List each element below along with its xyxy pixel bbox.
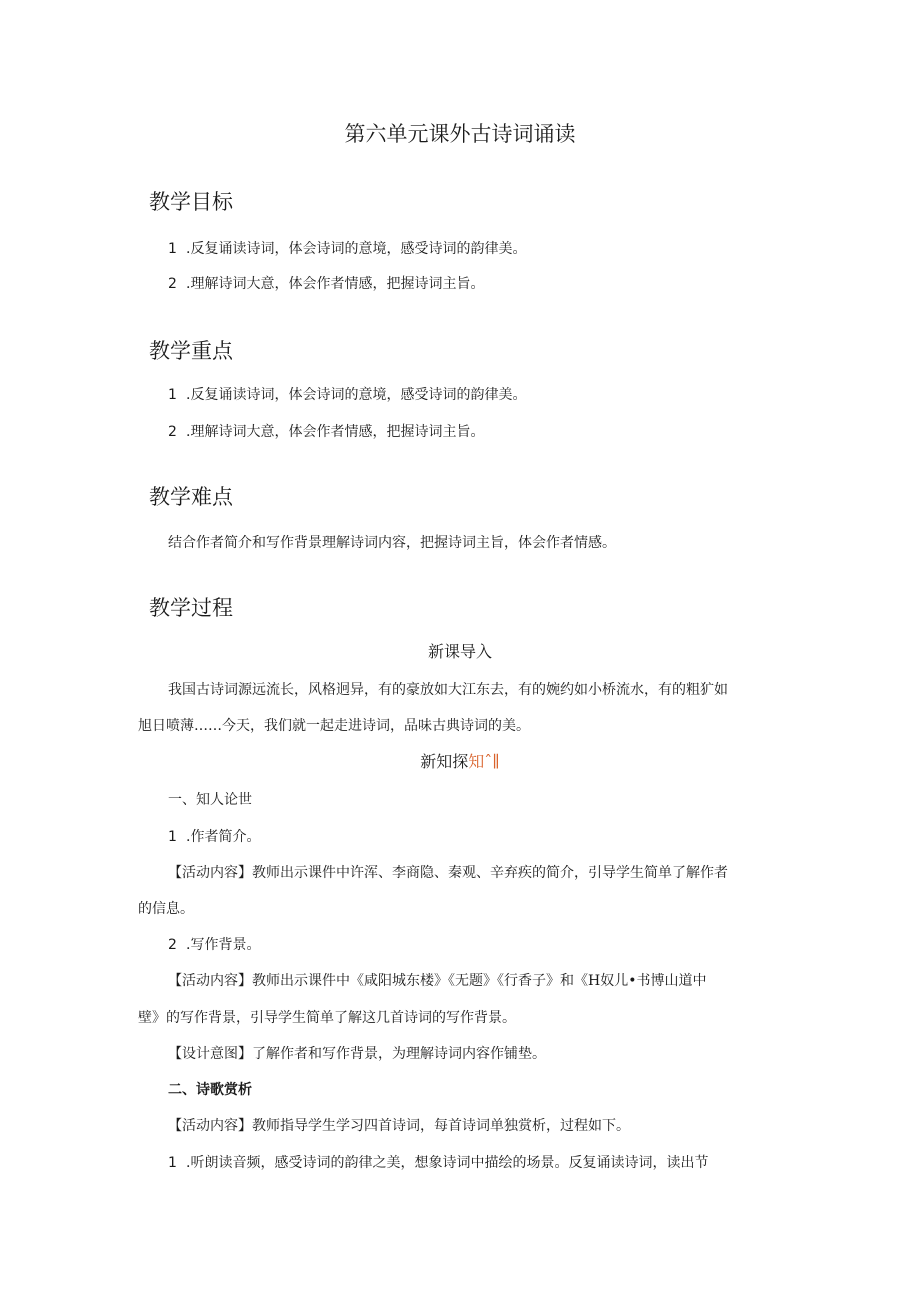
objectives-item-2 [168, 274, 484, 294]
keypoints-item-2-text: .理解诗词大意，体会作者情感，把握诗词主旨。 [186, 424, 485, 440]
activity-2-line-2: 壁》的写作背景，引导学生简单了解这几首诗词的写作背景。 [138, 1010, 516, 1026]
listen-item [168, 1153, 708, 1173]
explore-heading [0, 751, 920, 773]
background-item [168, 935, 260, 955]
listen-text: .听朗读音频，感受诗词的韵律之美，想象诗词中描绘的场景。反复诵读诗词，读出节 [186, 1155, 709, 1171]
objectives-item-1-num: 1 [168, 241, 177, 257]
intro-heading: 新课导入 [427, 642, 492, 661]
keypoints-item-2 [168, 422, 484, 442]
activity-2-line-1: 【活动内容】教师出示课件中《咸阳城东楼》《无题》《行香子》和《H奴儿•书博山道中 [168, 973, 707, 989]
background-text: .写作背景。 [186, 937, 261, 953]
author-intro-text: .作者简介。 [186, 829, 261, 845]
objectives-item-2-text: .理解诗词大意，体会作者情感，把握诗词主旨。 [186, 276, 485, 292]
keypoints-item-1-num: 1 [168, 387, 177, 403]
author-intro-num: 1 [168, 829, 177, 845]
explore-heading-accent: 知ˆ∥ [468, 752, 500, 771]
background-num: 2 [168, 937, 177, 953]
objectives-item-2-num: 2 [168, 276, 177, 292]
activity-1-line-1: 【活动内容】教师出示课件中许浑、李商隐、秦观、辛弃疾的简介，引导学生简单了解作者 [168, 865, 728, 881]
difficulties-heading: 教学难点 [149, 485, 233, 509]
listen-num: 1 [168, 1155, 177, 1171]
activity-1-line-2: 的信息。 [138, 901, 194, 917]
process-heading: 教学过程 [149, 596, 233, 620]
activity-3: 【活动内容】教师指导学生学习四首诗词，每首诗词单独赏析，过程如下。 [168, 1118, 630, 1134]
keypoints-item-1 [168, 385, 526, 405]
keypoints-item-1-text: .反复诵读诗词，体会诗词的意境，感受诗词的韵律美。 [186, 387, 527, 403]
intro-line-1: 我国古诗词源远流长，风格迥异，有的豪放如大江东去，有的婉约如小桥流水，有的粗犷如 [168, 682, 728, 698]
section-1-title: 一、知人论世 [168, 792, 252, 808]
objectives-item-1-text: .反复诵读诗词，体会诗词的意境，感受诗词的韵律美。 [186, 241, 527, 257]
difficulties-text: 结合作者简介和写作背景理解诗词内容，把握诗词主旨，体会作者情感。 [168, 535, 616, 551]
intro-line-2: 旭日喷薄……今天，我们就一起走进诗词，品味古典诗词的美。 [138, 718, 530, 734]
keypoints-heading: 教学重点 [149, 339, 233, 363]
objectives-item-1 [168, 239, 526, 259]
design-intent: 【设计意图】了解作者和写作背景，为理解诗词内容作铺垫。 [168, 1046, 546, 1062]
author-intro-item [168, 827, 260, 847]
objectives-heading: 教学目标 [149, 190, 233, 214]
page-title: 第六单元课外古诗词诵读 [344, 122, 576, 146]
explore-heading-main: 新知探 [420, 752, 469, 771]
keypoints-item-2-num: 2 [168, 424, 177, 440]
section-2-title: 二、诗歌赏析 [168, 1082, 252, 1098]
